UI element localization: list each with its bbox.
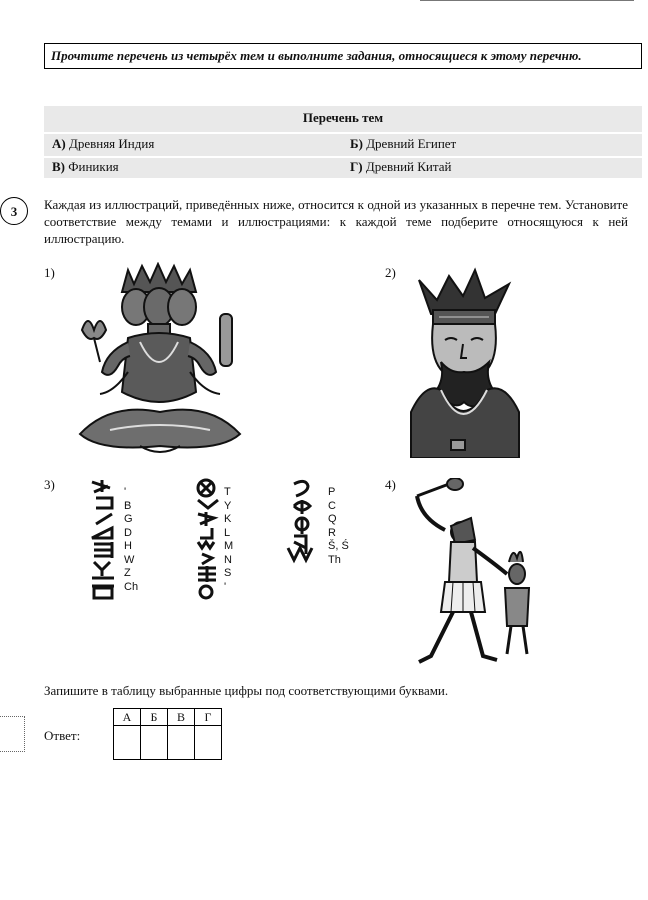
alphabet-letter: W [124,553,135,566]
phoenician-glyphs-column-2 [192,478,226,600]
alphabet-letter: S [224,567,232,579]
alphabet-letter: C [328,499,336,512]
answer-table [113,708,222,760]
alphabet-letter: Z [124,567,131,579]
alphabet-letter: L [224,526,231,539]
topic-b [350,136,456,152]
alphabet-letter: K [224,513,232,525]
confucius-portrait-icon [405,262,523,458]
alphabet-letter: Š, Ś [328,540,349,552]
alphabet-letter: ' [124,486,127,498]
answer-column-header: В [168,709,195,726]
answer-header-row [114,709,222,726]
phoenician-glyphs-column-3 [286,478,324,568]
alphabet-letter: N [224,553,232,566]
topic-letter: Б) [350,136,363,151]
question-number: 3 [0,197,28,225]
alphabet-letter: Y [224,499,232,512]
instruction-box: Прочтите перечень из четырёх тем и выполните задания, относящиеся к этому перечню. [44,43,642,69]
answer-input-row [114,726,222,760]
topics-divider [44,132,642,134]
answer-column-header: Г [195,709,222,726]
phoenician-glyphs-column-1 [88,478,124,600]
answer-cell-g[interactable] [195,726,222,760]
top-rule [420,0,634,1]
topic-name: Древний Египет [366,136,457,151]
alphabet-letter: R [328,526,336,539]
alphabet-letter: G [124,513,133,525]
answer-column-header: Б [141,709,168,726]
answer-cell-b[interactable] [141,726,168,760]
alphabet-column-2 [224,486,233,594]
topic-g [350,159,451,175]
alphabet-column-1 [124,486,138,594]
alphabet-letter: D [124,526,132,539]
alphabet-column-3 [328,486,349,567]
topic-v [52,159,119,175]
alphabet-letter: M [224,540,234,552]
alphabet-letter: P [328,486,336,498]
alphabet-letter: Th [328,553,341,566]
alphabet-letter: T [224,486,231,498]
alphabet-letter: ' [224,580,227,593]
picture-4-label: 4) [385,477,396,492]
topic-name: Финикия [68,159,119,174]
topics-panel [44,106,642,178]
answer-label: Ответ: [44,728,81,743]
brahma-statue-icon [70,262,250,462]
alphabet-letter: H [124,540,132,552]
topic-letter: А) [52,136,66,151]
topic-letter: В) [52,159,65,174]
topic-letter: Г) [350,159,363,174]
answer-column-header: А [114,709,141,726]
topic-name: Древний Китай [365,159,452,174]
topic-a [52,136,154,152]
topics-title: Перечень тем [302,110,384,125]
alphabet-letter: Q [328,513,337,525]
answer-margin-box [0,716,25,752]
picture-2-label: 2) [385,265,396,280]
topics-divider [44,156,642,158]
alphabet-letter: B [124,499,132,512]
picture-3-label: 3) [44,477,55,492]
question-text: Каждая из иллюстраций, приведённых ниже, относится к одной из указанных в перечне тем. Установите соответствие между темами и иллюстрациями: к каждой теме подберите относящуюся к ней иллюстрацию. [44,197,628,246]
topic-name: Древняя Индия [68,136,155,151]
answer-cell-v[interactable] [168,726,195,760]
alphabet-letter: Ch [124,580,139,593]
answer-cell-a[interactable] [114,726,141,760]
pharaoh-smiting-icon [405,478,541,668]
write-instruction: Запишите в таблицу выбранные цифры под соответствующими буквами. [44,683,449,698]
picture-1-label: 1) [44,265,55,280]
